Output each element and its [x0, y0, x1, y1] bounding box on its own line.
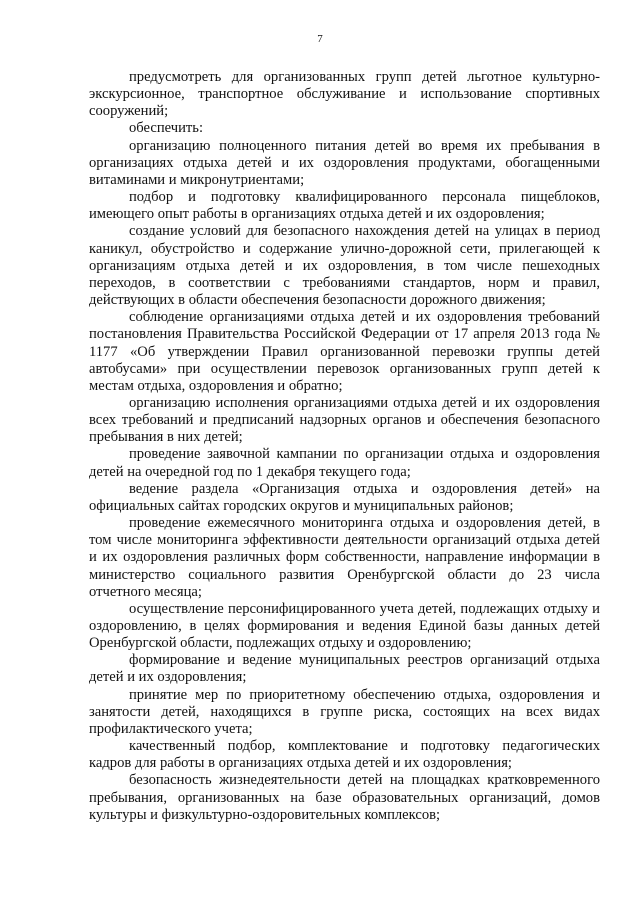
paragraph-kitchen-staff: подбор и подготовку квалифицированного персонала пищеблоков, имеющего опыт работы в организациях отдыха детей и их оздоровления; [89, 189, 600, 223]
paragraph-website-section: ведение раздела «Организация отдыха и оздоровления детей» на официальных сайтах городских округов и муниципальных районов; [89, 480, 600, 514]
paragraph-supervisory-requirements: организацию исполнения организациями отдыха детей и их оздоровления всех требований и предписаний надзорных органов и обеспечения безопасного пребывания в них детей; [89, 394, 600, 446]
paragraph-municipal-registers: формирование и ведение муниципальных реестров организаций отдыха детей и их оздоровления; [89, 652, 600, 686]
paragraph-teaching-staff: качественный подбор, комплектование и подготовку педагогических кадров для работы в организациях отдыха детей и их оздоровления; [89, 738, 600, 772]
paragraph-life-safety: безопасность жизнедеятельности детей на площадках кратковременного пребывания, организованных на базе образовательных организаций, домов культуры и физкультурно-оздоровительных комплексов; [89, 772, 600, 823]
page-number: 7 [317, 33, 323, 45]
document-body [89, 69, 600, 824]
paragraph-bus-transport: соблюдение организациями отдыха детей и их оздоровления требований постановления Правительства Российской Федерации от 17 апреля 2013 года № 1177 «Об утверждении Правил организованной перевозки группы детей автобусами» при осуществлении перевозок организованных групп детей к местам отдыха, оздоровления и обратно; [89, 309, 600, 394]
paragraph-risk-group: принятие мер по приоритетному обеспечению отдыха, оздоровления и занятости детей, находящихся в группе риска, состоящих на всех видах профилактического учета; [89, 686, 600, 737]
paragraph-cultural-services: предусмотреть для организованных групп детей льготное культурно-экскурсионное, транспортное обслуживание и использование спортивных сооружений; [89, 69, 600, 120]
paragraph-nutrition: организацию полноценного питания детей во время их пребывания в организациях отдыха детей и их оздоровления продуктами, обогащенными витаминами и микронутриентами; [89, 137, 600, 188]
paragraph-ensure: обеспечить: [129, 120, 204, 137]
paragraph-monthly-monitoring: проведение ежемесячного мониторинга отдыха и оздоровления детей, в том числе мониторинга эффективности деятельности организаций отдыха детей и их оздоровления различных форм собственности, направление информации в министерство социального развития Оренбургской области до 23 числа отчетного месяца; [89, 515, 600, 600]
paragraph-road-safety: создание условий для безопасного нахождения детей на улицах в период каникул, обустройство и содержание улично-дорожной сети, прилегающей к организациям отдыха детей и их оздоровления, в том числе пешеходных переходов, в соответствии с требованиями стандартов, норм и правил, действующих в области обеспечения безопасности дорожного движения; [89, 223, 600, 309]
paragraph-application-campaign: проведение заявочной кампании по организации отдыха и оздоровления детей на очередной год по 1 декабря текущего года; [89, 446, 600, 480]
paragraph-personal-records: осуществление персонифицированного учета детей, подлежащих отдыху и оздоровлению, в целях формирования и ведения Единой базы данных детей Оренбургской области, подлежащих отдыху и оздоровлению; [89, 600, 600, 652]
